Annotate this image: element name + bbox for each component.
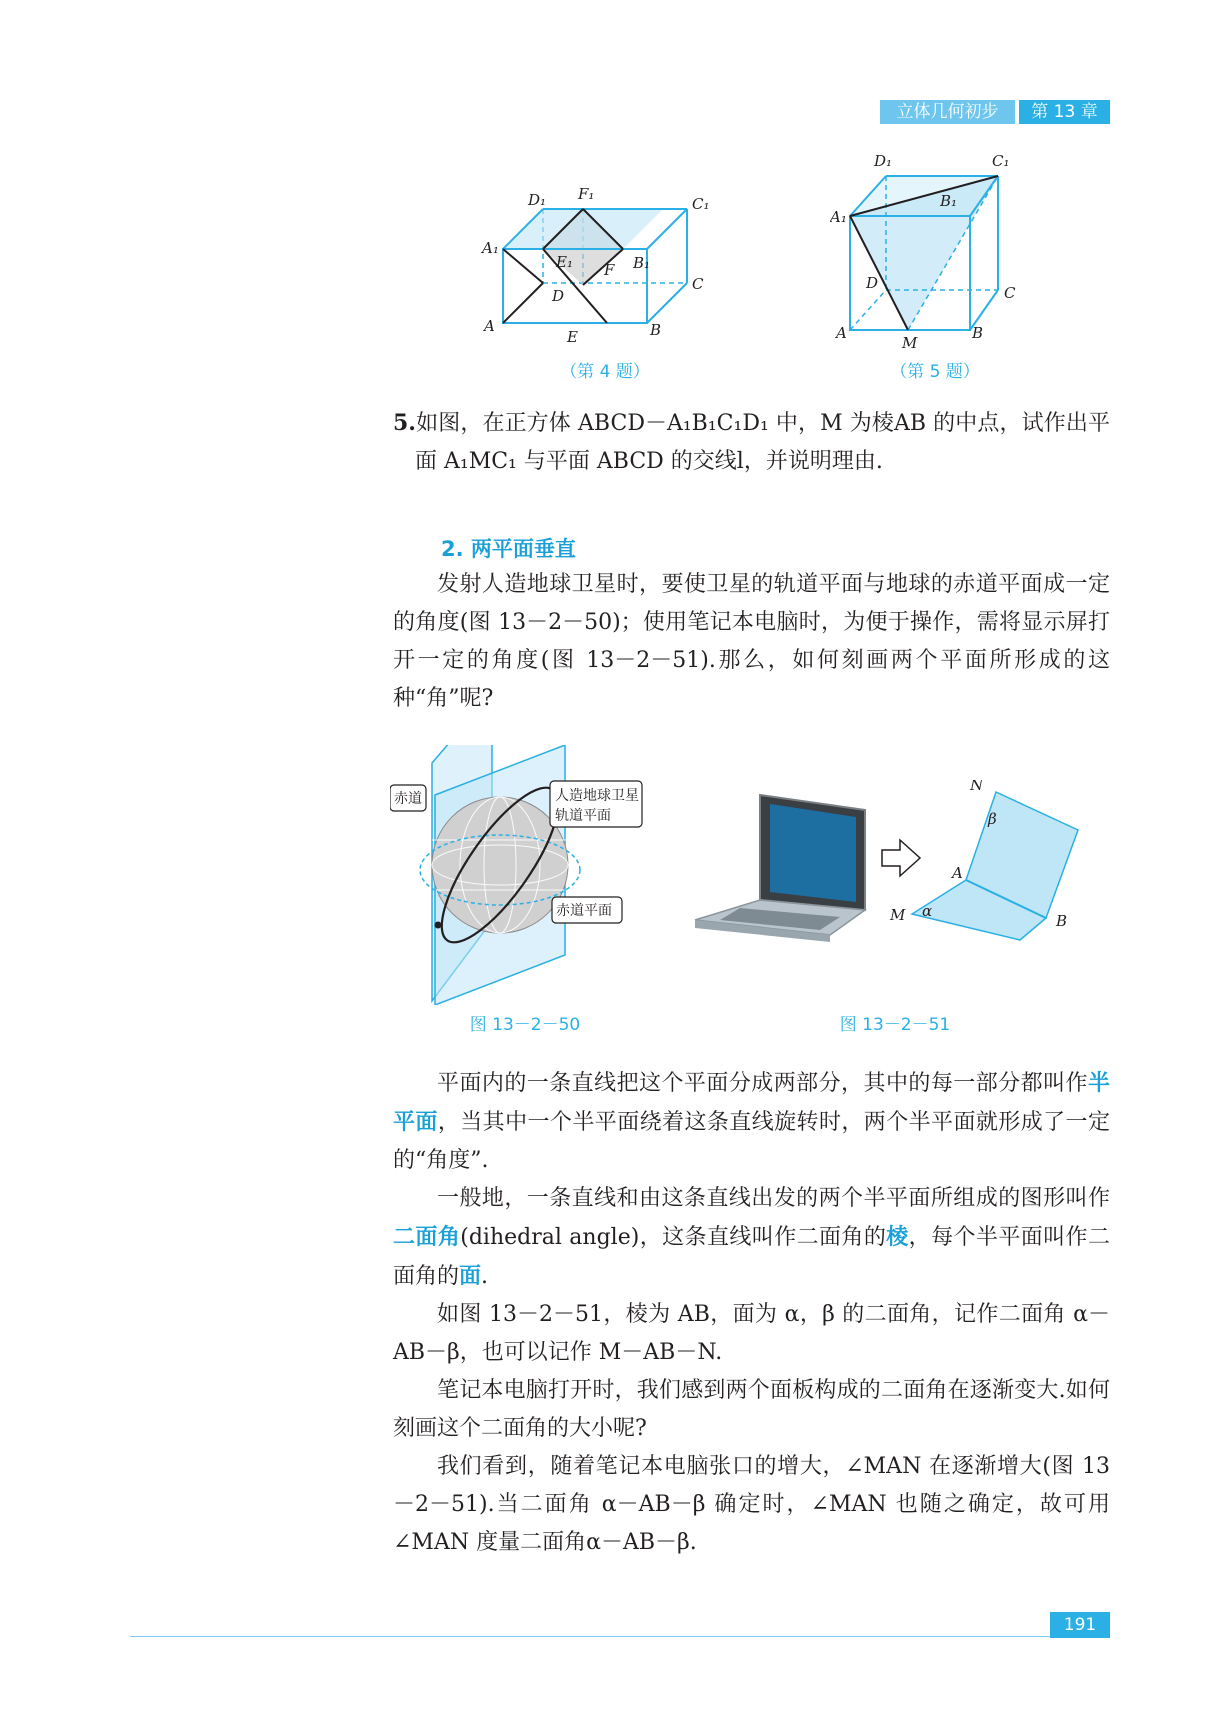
page-number: 191: [1050, 1612, 1110, 1638]
label-m: M: [890, 906, 906, 924]
label-d: D: [866, 274, 879, 292]
label-a: A: [484, 317, 495, 335]
label-b1: B₁: [940, 192, 958, 210]
chapter-number: 第 13 章: [1019, 100, 1110, 124]
label-a1: A₁: [482, 239, 499, 257]
label-c1: C₁: [692, 195, 710, 213]
label-beta: β: [988, 810, 997, 828]
figure-51-caption: 图 13－2－51: [839, 1015, 951, 1035]
label-c: C: [692, 275, 704, 293]
paragraph-angle-man: 我们看到，随着笔记本电脑张口的增大，∠MAN 在逐渐增大(图 13－2－51).当二面角 α－AB－β 确定时，∠MAN 也随之确定，故可用∠MAN 度量二面角α－AB－β.: [393, 1454, 1110, 1555]
term-half-plane: 半平面: [393, 1070, 1110, 1135]
label-c1: C₁: [992, 152, 1010, 170]
paragraph-notation: 如图 13－2－51，棱为 AB，面为 α，β 的二面角，记作二面角 α－AB－β，也可以记作 M－AB－N.: [393, 1302, 1110, 1365]
paragraph-dihedral-angle: [393, 1180, 1110, 1296]
para2-mid2: ，每个半平面叫作二面角的: [393, 1225, 1110, 1289]
para1-before: 平面内的一条直线把这个平面分成两部分，其中的每一部分都叫作: [437, 1071, 1088, 1096]
figure-5-caption: （第 5 题）: [890, 362, 980, 382]
problem-text: 如图，在正方体 ABCD－A₁B₁C₁D₁ 中，M 为棱AB 的中点，试作出平面 A₁MC₁ 与平面 ABCD 的交线l，并说明理由.: [415, 411, 1110, 474]
paragraph-laptop: 笔记本电脑打开时，我们感到两个面板构成的二面角在逐渐变大.如何刻画这个二面角的大小呢?: [393, 1378, 1110, 1441]
label-b1: B₁: [633, 254, 651, 272]
section-title: 2. 两平面垂直: [441, 537, 576, 561]
label-d1: D₁: [528, 191, 547, 209]
figure-4-diagram: [480, 185, 740, 355]
label-n: N: [970, 780, 984, 794]
label-f1: F₁: [578, 185, 595, 203]
para2-mid1: (dihedral angle)，这条直线叫作二面角的: [460, 1225, 887, 1250]
figure-4-caption: （第 4 题）: [560, 362, 650, 382]
callout-equator-plane: 赤道平面: [556, 903, 612, 919]
label-a: A: [952, 864, 963, 882]
label-e: E: [567, 328, 578, 346]
label-e1: E₁: [556, 253, 573, 271]
chapter-title: 立体几何初步: [880, 100, 1015, 124]
label-b: B: [650, 321, 662, 339]
label-f: F: [604, 261, 615, 279]
label-b: B: [1056, 912, 1068, 930]
label-a1: A₁: [830, 208, 847, 226]
figure-51-diagram: [690, 780, 1110, 980]
intro-paragraph: [393, 566, 1110, 718]
label-d: D: [552, 287, 565, 305]
term-dihedral-angle: 二面角: [393, 1224, 461, 1250]
body-text: [393, 1064, 1110, 1562]
label-alpha: α: [922, 902, 933, 920]
figure-5-diagram: [830, 150, 1030, 350]
label-a: A: [836, 324, 847, 342]
label-c: C: [1004, 284, 1016, 302]
paragraph-half-plane: [393, 1064, 1110, 1180]
para2-before: 一般地，一条直线和由这条直线出发的两个半平面所组成的图形叫作: [437, 1186, 1110, 1211]
callout-orbit-line1: 人造地球卫星: [555, 788, 639, 804]
para1-after: ，当其中一个半平面绕着这条直线旋转时，两个半平面就形成了一定的“角度”.: [393, 1110, 1110, 1173]
callout-orbit-line2: 轨道平面: [555, 808, 611, 824]
intro-text: 发射人造地球卫星时，要使卫星的轨道平面与地球的赤道平面成一定的角度(图 13－2－50)；使用笔记本电脑时，为便于操作，需将显示屏打开一定的角度(图 13－2－51).那么，如何刻画两个平面所形成的这种“角”呢?: [393, 572, 1110, 711]
problem-number: 5.: [393, 410, 416, 436]
label-d1: D₁: [874, 152, 893, 170]
laptop-illustration: [695, 795, 865, 942]
term-face: 面: [459, 1263, 482, 1289]
label-m: M: [902, 334, 918, 350]
figure-50-caption: 图 13－2－50: [469, 1015, 581, 1035]
callout-equator: 赤道: [394, 791, 422, 807]
arrow-icon: [882, 840, 920, 876]
para2-after: .: [481, 1264, 489, 1289]
term-edge: 棱: [886, 1224, 909, 1250]
figure-50-diagram: [390, 745, 660, 1005]
footer-divider: [130, 1636, 1110, 1637]
problem-5: [393, 404, 1110, 481]
label-b: B: [972, 324, 984, 342]
